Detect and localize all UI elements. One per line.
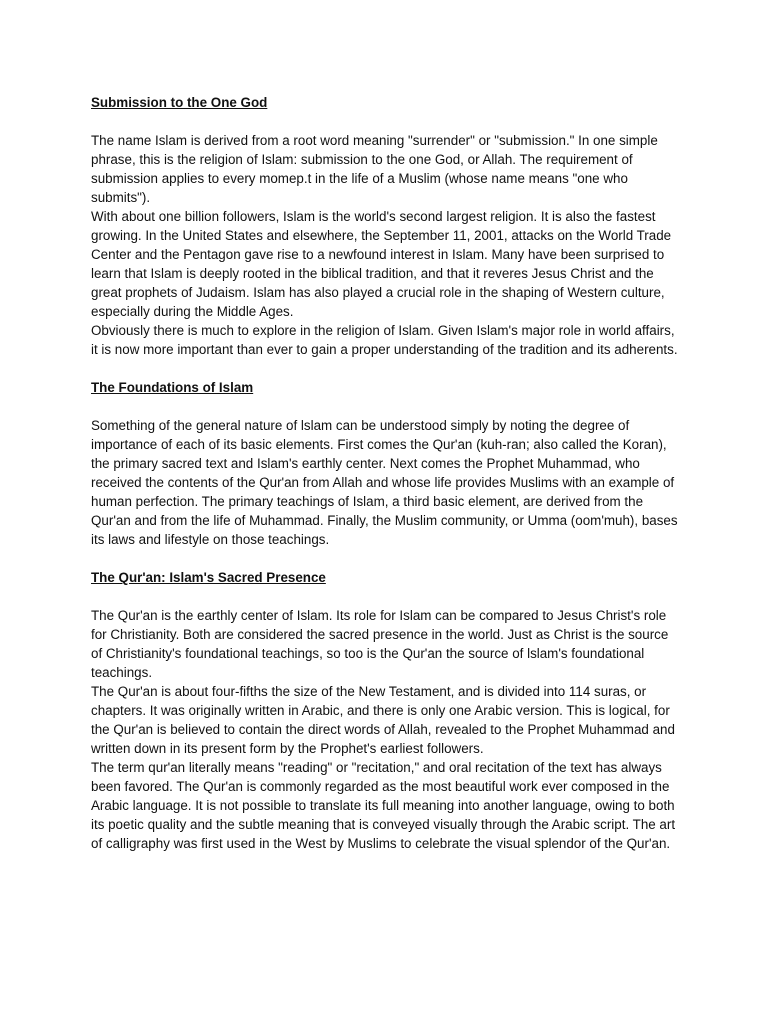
paragraph: The Qur'an is about four-fifths the size of the New Testament, and is divided into 114 suras, or chapters. It was originally written in Arabic, and there is only one Arabic version. This is logical, for the Qur'an is believed to contain the direct words of Allah, revealed to the Prophet Muhammad and written down in its present form by the Prophet's earliest followers. [91,684,675,756]
paragraph: The Qur'an is the earthly center of Islam. Its role for Islam can be compared to Jesus Christ's role for Christianity. Both are considered the sacred presence in the world. Just as Christ is the source of Christianity's foundational teachings, so too is the Qur'an the source of lslam's foundational teachings. [91,608,669,680]
section-heading: The Qur'an: Islam's Sacred Presence [91,570,326,585]
section-heading: Submission to the One God [91,95,268,110]
paragraph: Something of the general nature of lslam can be understood simply by noting the degree of importance of each of its basic elements. First comes the Qur'an (kuh-ran; also called the Koran), the primary sacred text and Islam's earthly center. Next comes the Prophet Muhammad, who received the contents of the Qur'an from Allah and whose life provides Muslims with an example of human perfection. The primary teachings of Islam, a third basic element, are derived from the Qur'an and from the life of Muhammad. Finally, the Muslim community, or Umma (oom'muh), bases its laws and lifestyle on those teachings. [91,418,678,547]
document-body [91,93,681,853]
section-submission [91,93,681,359]
section-foundations [91,378,681,549]
section-heading: The Foundations of Islam [91,380,254,395]
paragraph: The term qur'an literally means "reading" or "recitation," and oral recitation of the text has always been favored. The Qur'an is commonly regarded as the most beautiful work ever composed in the Arabic language. It is not possible to translate its full meaning into another language, owing to both its poetic quality and the subtle meaning that is conveyed visually through the Arabic script. The art of calligraphy was first used in the West by Muslims to celebrate the visual splendor of the Qur'an. [91,760,676,851]
paragraph: Obviously there is much to explore in the religion of Islam. Given Islam's major role in world affairs, it is now more important than ever to gain a proper understanding of the tradition and its adherents. [91,323,678,357]
paragraph: With about one billion followers, Islam is the world's second largest religion. It is also the fastest growing. In the United States and elsewhere, the September 11, 2001, attacks on the World Trade Center and the Pentagon gave rise to a newfound interest in Islam. Many have been surprised to learn that Islam is deeply rooted in the biblical tradition, and that it reveres Jesus Christ and the great prophets of Judaism. Islam has also played a crucial role in the shaping of Western culture, especially during the Middle Ages. [91,209,672,319]
paragraph: The name Islam is derived from a root word meaning "surrender" or "submission." In one simple phrase, this is the religion of Islam: submission to the one God, or Allah. The requirement of submission applies to every momep.t in the life of a Muslim (whose name means "one who submits"). [91,133,658,205]
section-quran [91,568,681,853]
